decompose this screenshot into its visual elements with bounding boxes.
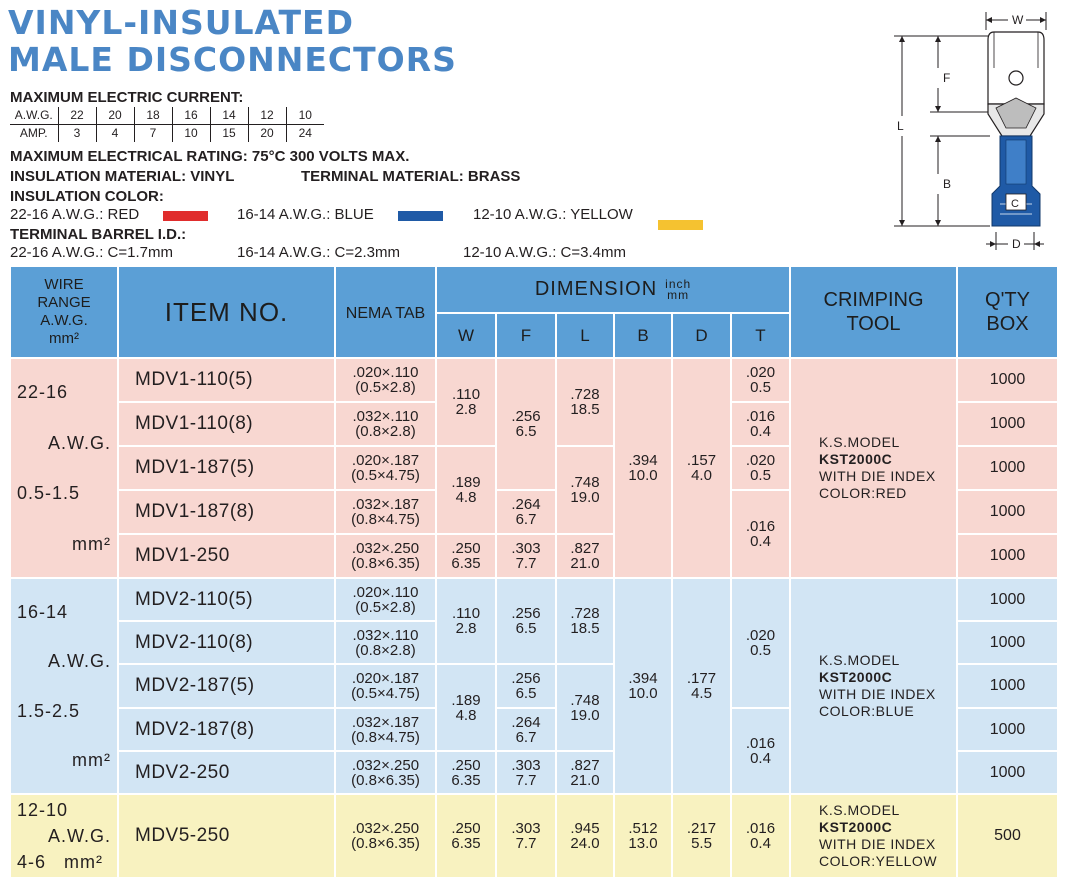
- item-number: MDV2-110(8): [118, 621, 335, 664]
- wire-awg-unit: A.W.G.: [47, 651, 111, 672]
- dim-inch: .016: [745, 408, 776, 425]
- nema-inch: .032×.187: [351, 713, 420, 731]
- barrel-red: 22-16 A.W.G.: C=1.7mm: [10, 244, 173, 261]
- dim-mm: 7.7: [515, 771, 537, 789]
- dim-t: [731, 402, 790, 446]
- qty-value: 1000: [957, 490, 1058, 534]
- nema-mm: (0.8×6.35): [351, 835, 420, 852]
- dim-inch: .303: [511, 756, 541, 774]
- terminal-material: TERMINAL MATERIAL: BRASS: [301, 168, 521, 185]
- diagram-label-d: D: [1012, 237, 1021, 251]
- wire-awg-unit: A.W.G.: [47, 826, 111, 846]
- title-line-1: VINYL-INSULATED: [8, 3, 354, 42]
- header-t: T: [731, 313, 790, 358]
- dim-mm: 6.35: [451, 771, 481, 789]
- nema-inch: .032×.250: [351, 756, 420, 774]
- barrel-heading: TERMINAL BARREL I.D.:: [10, 226, 187, 243]
- dim-mm: 13.0: [628, 835, 658, 852]
- awg-label: A.W.G.: [10, 107, 58, 125]
- dim-inch: .303: [511, 540, 541, 557]
- dim-mm: 19.0: [570, 489, 600, 506]
- nema-tab-value: [335, 664, 436, 708]
- dimension-units: [665, 276, 692, 302]
- dim-f: [496, 490, 556, 534]
- nema-tab-value: [335, 358, 436, 402]
- dim-mm: 0.4: [750, 835, 771, 852]
- dim-inch: .256: [511, 408, 541, 425]
- dim-inch: .016: [745, 518, 776, 535]
- dim-l: [556, 358, 614, 446]
- nema-tab-value: [335, 794, 436, 878]
- dim-mm: 7.7: [515, 555, 537, 572]
- color-blue-label: 16-14 A.W.G.: BLUE: [237, 206, 374, 223]
- spec-table: [10, 266, 1058, 878]
- dim-mm: 5.5: [691, 835, 712, 852]
- dim-mm: 18.5: [570, 401, 600, 418]
- header-d: D: [672, 313, 731, 358]
- tool-color: COLOR:BLUE: [819, 703, 915, 719]
- amp-cell: 20: [248, 125, 286, 143]
- dim-mm: 6.35: [451, 555, 481, 572]
- dim-l: [556, 664, 614, 751]
- awg-cell: 10: [286, 107, 324, 125]
- nema-inch: .032×.110: [352, 408, 419, 425]
- crimping-tool-yellow: [790, 794, 957, 878]
- header-nema-tab: NEMA TAB: [335, 266, 436, 358]
- dim-mm: 21.0: [570, 555, 600, 572]
- wire-range-16-14: [10, 578, 118, 794]
- unit-inch: inch: [665, 276, 692, 291]
- nema-mm: (0.5×4.75): [351, 467, 420, 484]
- tool-line: WITH DIE INDEX: [819, 836, 936, 852]
- dim-mm: 6.35: [451, 835, 481, 852]
- dim-w: [436, 664, 496, 751]
- yellow-swatch: [658, 220, 703, 230]
- nema-tab-value: [335, 578, 436, 621]
- wire-mm-unit: mm²: [72, 750, 111, 771]
- wire-mm: 1.5-2.5: [17, 700, 81, 721]
- dimension-label: DIMENSION: [534, 278, 658, 300]
- nema-mm: (0.8×6.35): [351, 771, 420, 789]
- nema-mm: (0.5×4.75): [351, 685, 420, 702]
- wire-mm: 0.5-1.5: [17, 483, 81, 504]
- wire-mm-unit: mm²: [64, 852, 104, 872]
- header-l: L: [556, 313, 614, 358]
- nema-inch: .032×.250: [351, 540, 420, 557]
- dim-inch: .217: [686, 820, 717, 837]
- nema-inch: .020×.187: [351, 670, 420, 687]
- nema-tab-value: [335, 534, 436, 578]
- header-crimping-tool: [790, 266, 957, 358]
- dim-w: [436, 578, 496, 664]
- dim-w: [436, 358, 496, 446]
- wire-mm: 4-6: [17, 852, 47, 872]
- item-number: MDV2-187(8): [118, 708, 335, 751]
- dim-f: [496, 358, 556, 490]
- item-number: MDV1-187(8): [118, 490, 335, 534]
- dim-mm: 4.8: [455, 706, 477, 724]
- unit-mm: mm: [667, 287, 690, 302]
- dim-inch: .250: [451, 756, 481, 774]
- nema-inch: .020×.110: [352, 583, 419, 601]
- item-number: MDV2-110(5): [118, 578, 335, 621]
- qty-value: 1000: [957, 664, 1058, 708]
- dim-inch: .512: [628, 820, 658, 837]
- diagram-label-c: C: [1011, 198, 1019, 210]
- dim-f: [496, 794, 556, 878]
- nema-tab-value: [335, 621, 436, 664]
- nema-tab-value: [335, 490, 436, 534]
- dim-inch: .177: [686, 670, 717, 687]
- dim-t: [731, 446, 790, 490]
- header-wire-range-line: RANGE: [37, 294, 91, 311]
- barrel-blue: 16-14 A.W.G.: C=2.3mm: [237, 244, 400, 261]
- nema-inch: .032×.110: [352, 626, 419, 644]
- dim-l: [556, 534, 614, 578]
- dim-inch: .189: [451, 474, 481, 491]
- nema-tab-value: [335, 708, 436, 751]
- dim-mm: 6.5: [515, 620, 537, 637]
- tool-line: K.S.MODEL: [819, 434, 900, 450]
- dim-t: [731, 578, 790, 708]
- header-crimping-line: CRIMPING: [823, 289, 924, 311]
- tool-line: K.S.MODEL: [819, 652, 900, 668]
- tool-line: WITH DIE INDEX: [819, 468, 936, 484]
- nema-inch: .032×.187: [351, 496, 420, 513]
- item-number: MDV5-250: [118, 794, 335, 878]
- dim-f: [496, 534, 556, 578]
- awg-cell: 12: [248, 107, 286, 125]
- dim-mm: 10.0: [628, 685, 658, 702]
- diagram-label-w: W: [1012, 13, 1024, 27]
- awg-cell: 16: [172, 107, 210, 125]
- qty-value: 500: [957, 794, 1058, 878]
- dim-d: [672, 358, 731, 578]
- dim-b: [614, 794, 672, 878]
- dim-f: [496, 751, 556, 794]
- wire-mm-row: [17, 852, 103, 872]
- color-red-label: 22-16 A.W.G.: RED: [10, 206, 140, 223]
- dim-mm: 6.7: [515, 511, 537, 528]
- dim-inch: .189: [451, 691, 481, 709]
- nema-tab-value: [335, 751, 436, 794]
- dim-w: [436, 794, 496, 878]
- dim-w: [436, 446, 496, 534]
- red-swatch: [163, 211, 208, 221]
- tool-model: KST2000C: [819, 819, 893, 835]
- dim-inch: .020: [745, 364, 776, 381]
- nema-mm: (0.8×6.35): [351, 555, 420, 572]
- insulation-color-heading: INSULATION COLOR:: [10, 188, 164, 205]
- dim-f: [496, 664, 556, 708]
- dim-mm: 18.5: [570, 620, 600, 637]
- header-wire-range-line: A.W.G.: [40, 312, 88, 329]
- header-qty-line: Q'TY: [985, 289, 1030, 311]
- header-qty-box: [957, 266, 1058, 358]
- amp-cell: 7: [134, 125, 172, 143]
- dim-inch: .016: [745, 735, 776, 752]
- qty-value: 1000: [957, 402, 1058, 446]
- nema-tab-value: [335, 402, 436, 446]
- rating-text: MAXIMUM ELECTRICAL RATING: 75°C 300 VOLTS MAX.: [10, 148, 410, 165]
- nema-mm: (0.8×4.75): [351, 511, 420, 528]
- dim-inch: .264: [511, 496, 541, 513]
- color-yellow-label: 12-10 A.W.G.: YELLOW: [473, 206, 633, 223]
- dim-inch: .748: [570, 691, 600, 709]
- tool-line: WITH DIE INDEX: [819, 686, 936, 702]
- dim-w: [436, 534, 496, 578]
- dim-l: [556, 578, 614, 664]
- barrel-yellow: 12-10 A.W.G.: C=3.4mm: [463, 244, 626, 261]
- nema-inch: .020×.110: [352, 364, 419, 381]
- dim-l: [556, 751, 614, 794]
- tool-model: KST2000C: [819, 451, 893, 467]
- header-wire-range-line: mm²: [49, 330, 79, 347]
- awg-cell: 22: [58, 107, 96, 125]
- qty-value: 1000: [957, 751, 1058, 794]
- dim-inch: .748: [570, 474, 600, 491]
- qty-value: 1000: [957, 708, 1058, 751]
- diagram-label-l: L: [897, 119, 904, 133]
- dim-inch: .250: [451, 540, 481, 557]
- dim-inch: .256: [511, 605, 541, 622]
- dim-inch: .157: [686, 452, 717, 469]
- dim-mm: 0.5: [750, 467, 771, 484]
- awg-cell: 20: [96, 107, 134, 125]
- nema-inch: .032×.250: [351, 820, 420, 837]
- dim-b: [614, 358, 672, 578]
- dim-inch: .827: [570, 540, 600, 557]
- crimping-tool-red: [790, 358, 957, 578]
- nema-mm: (0.8×2.8): [355, 423, 416, 440]
- nema-mm: (0.8×2.8): [355, 641, 416, 659]
- awg-row: [10, 107, 324, 125]
- dim-mm: 0.4: [750, 533, 771, 550]
- header-qty-line: BOX: [986, 313, 1029, 335]
- amp-label: AMP.: [19, 126, 48, 140]
- dim-t: [731, 708, 790, 794]
- dim-mm: 7.7: [515, 835, 537, 852]
- dim-inch: .728: [570, 386, 600, 403]
- dim-l: [556, 446, 614, 534]
- dim-mm: 10.0: [628, 467, 658, 484]
- qty-value: 1000: [957, 621, 1058, 664]
- qty-value: 1000: [957, 534, 1058, 578]
- item-number: MDV1-187(5): [118, 446, 335, 490]
- connector-diagram: [890, 8, 1060, 258]
- header-wire-range: [10, 266, 118, 358]
- blue-swatch: [398, 211, 443, 221]
- header-item-no: ITEM NO.: [118, 266, 335, 358]
- dim-inch: .256: [511, 670, 541, 687]
- dim-mm: 0.5: [750, 642, 771, 659]
- dim-t: [731, 358, 790, 402]
- dim-d: [672, 578, 731, 794]
- nema-tab-value: [335, 446, 436, 490]
- diagram-label-b: B: [943, 177, 952, 191]
- dim-t: [731, 794, 790, 878]
- awg-cell: 18: [134, 107, 172, 125]
- dim-mm: 4.8: [455, 489, 477, 506]
- tool-model: KST2000C: [819, 669, 893, 685]
- dim-inch: .827: [570, 756, 600, 774]
- item-number: MDV1-250: [118, 534, 335, 578]
- dim-d: [672, 794, 731, 878]
- dim-mm: 0.4: [750, 423, 771, 440]
- dim-inch: .110: [451, 386, 481, 403]
- tool-color: COLOR:YELLOW: [819, 853, 938, 869]
- wire-range-12-10: [10, 794, 118, 878]
- dim-mm: 4.0: [691, 467, 712, 484]
- header-b: B: [614, 313, 672, 358]
- item-number: MDV2-250: [118, 751, 335, 794]
- dim-inch: .016: [745, 820, 776, 837]
- title-line-2: MALE DISCONNECTORS: [8, 40, 457, 79]
- wire-awg-unit: A.W.G.: [47, 432, 111, 453]
- dim-inch: .945: [570, 820, 600, 837]
- dim-mm: 6.5: [515, 423, 537, 440]
- nema-mm: (0.8×4.75): [351, 728, 420, 746]
- dim-f: [496, 708, 556, 751]
- amp-cell: 24: [286, 125, 324, 143]
- dim-inch: .110: [451, 605, 481, 622]
- amp-cell: 10: [172, 125, 210, 143]
- qty-value: 1000: [957, 578, 1058, 621]
- wire-awg: 22-16: [17, 382, 69, 403]
- item-number: MDV1-110(8): [118, 402, 335, 446]
- wire-awg: 16-14: [17, 601, 69, 622]
- dim-inch: .394: [628, 670, 658, 687]
- tool-color: COLOR:RED: [819, 485, 907, 501]
- header-w: W: [436, 313, 496, 358]
- item-number: MDV1-110(5): [118, 358, 335, 402]
- current-table: [10, 107, 324, 142]
- item-number: MDV2-187(5): [118, 664, 335, 708]
- nema-inch: .020×.187: [351, 452, 420, 469]
- dim-inch: .394: [628, 452, 658, 469]
- dim-mm: 24.0: [570, 835, 600, 852]
- qty-value: 1000: [957, 358, 1058, 402]
- diagram-label-f: F: [943, 71, 951, 85]
- dim-mm: 4.5: [691, 685, 712, 702]
- wire-awg: 12-10: [17, 800, 69, 820]
- max-current-heading: MAXIMUM ELECTRIC CURRENT:: [10, 89, 244, 106]
- wire-range-22-16: [10, 358, 118, 578]
- dim-inch: .020: [745, 452, 776, 469]
- dim-mm: 21.0: [570, 771, 600, 789]
- insulation-material: INSULATION MATERIAL: VINYL: [10, 168, 235, 185]
- dim-inch: .020: [745, 627, 776, 644]
- dim-mm: 19.0: [570, 706, 600, 724]
- amp-cell: 3: [58, 125, 96, 143]
- wire-mm-unit: mm²: [72, 533, 111, 554]
- dim-l: [556, 794, 614, 878]
- dim-inch: .728: [570, 605, 600, 622]
- awg-cell: 14: [210, 107, 248, 125]
- amp-row: [10, 125, 324, 143]
- header-wire-range-line: WIRE: [44, 276, 84, 293]
- header-crimping-line: TOOL: [846, 313, 901, 335]
- dim-w: [436, 751, 496, 794]
- dim-inch: .264: [511, 713, 541, 731]
- qty-value: 1000: [957, 446, 1058, 490]
- dim-mm: 2.8: [455, 620, 477, 637]
- dim-mm: 6.5: [515, 685, 537, 702]
- dim-b: [614, 578, 672, 794]
- dim-mm: 6.7: [515, 728, 537, 746]
- dim-mm: 0.4: [750, 750, 771, 767]
- header-f: F: [496, 313, 556, 358]
- dim-inch: .250: [451, 820, 481, 837]
- tool-line: K.S.MODEL: [819, 802, 900, 818]
- header-dimension: [436, 266, 790, 313]
- dim-inch: .303: [511, 820, 541, 837]
- crimping-tool-blue: [790, 578, 957, 794]
- page-title: [8, 4, 457, 78]
- dim-mm: 2.8: [455, 401, 477, 418]
- nema-mm: (0.5×2.8): [355, 598, 416, 616]
- nema-mm: (0.5×2.8): [355, 379, 416, 396]
- dim-mm: 0.5: [750, 379, 771, 396]
- amp-cell: 4: [96, 125, 134, 143]
- dim-f: [496, 578, 556, 664]
- dim-t: [731, 490, 790, 578]
- amp-cell: 15: [210, 125, 248, 143]
